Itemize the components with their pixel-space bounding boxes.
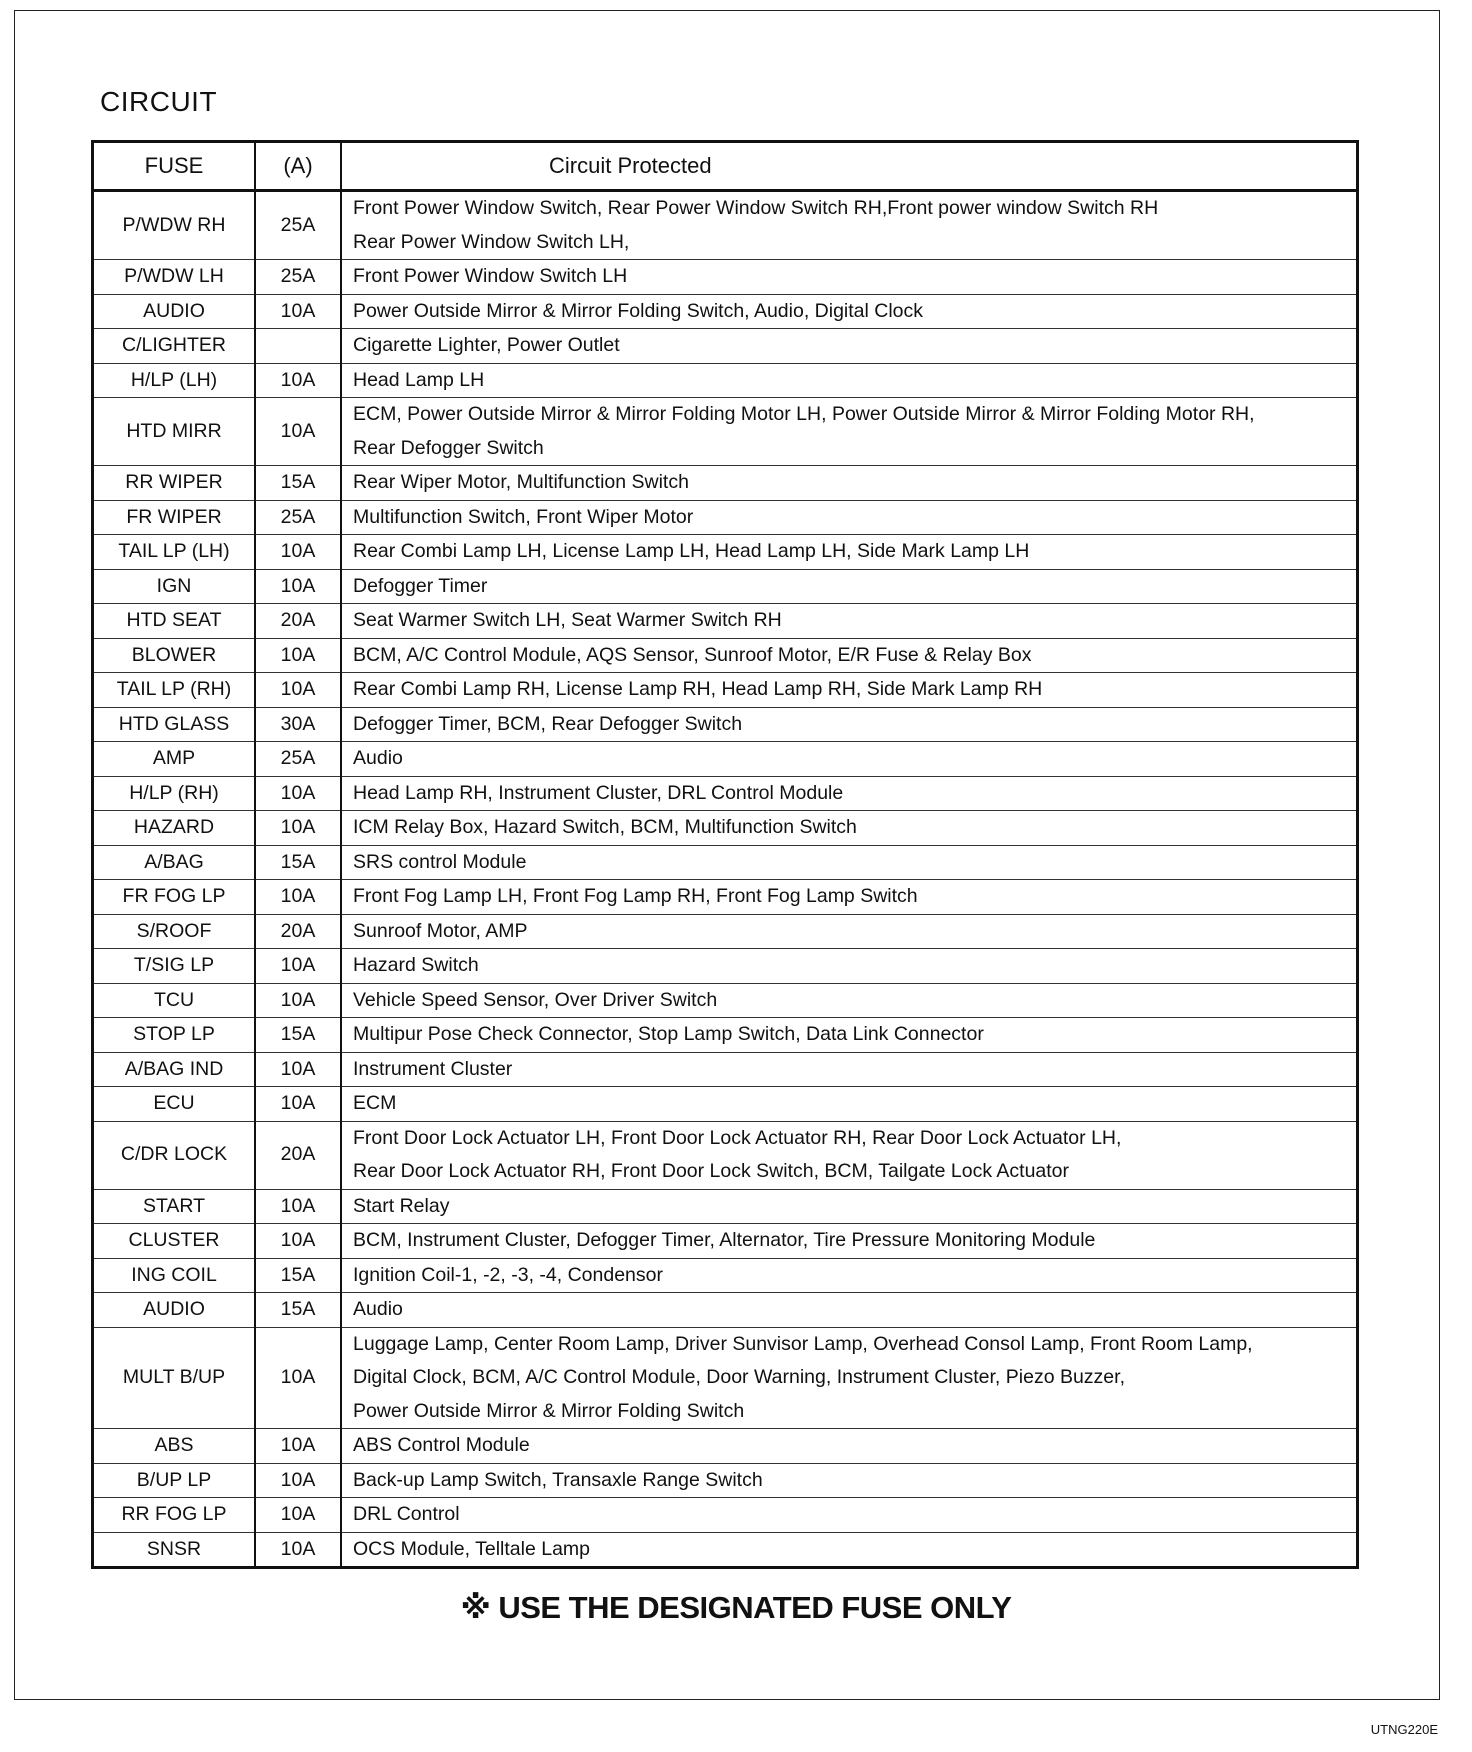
fuse-amperage: 10A — [255, 1327, 341, 1429]
circuit-protected-cell — [341, 1498, 1356, 1533]
table-row — [94, 1293, 1356, 1328]
header-fuse: FUSE — [94, 143, 255, 191]
table-row — [94, 1018, 1356, 1053]
circuit-line: OCS Module, Telltale Lamp — [353, 1537, 591, 1560]
circuit-protected-cell — [341, 1429, 1356, 1464]
fuse-name: A/BAG — [94, 845, 255, 880]
fuse-amperage: 10A — [255, 1498, 341, 1533]
circuit-protected-cell — [341, 1293, 1356, 1328]
fuse-name: ECU — [94, 1087, 255, 1122]
fuse-name: SNSR — [94, 1532, 255, 1566]
circuit-protected-cell — [341, 535, 1356, 570]
table-row — [94, 1121, 1356, 1189]
circuit-line: Front Power Window Switch, Rear Power Window Switch RH,Front power window Switch RH — [353, 197, 1159, 219]
fuse-name: HAZARD — [94, 811, 255, 846]
circuit-protected-cell — [341, 1463, 1356, 1498]
table-row — [94, 329, 1356, 364]
circuit-protected-cell — [341, 1532, 1356, 1566]
circuit-protected-cell — [341, 191, 1356, 260]
circuit-protected-cell — [341, 914, 1356, 949]
circuit-line: Multifunction Switch, Front Wiper Motor — [353, 505, 694, 528]
header-amperage: (A) — [255, 143, 341, 191]
fuse-amperage: 10A — [255, 1087, 341, 1122]
fuse-name: FR FOG LP — [94, 880, 255, 915]
table-row — [94, 604, 1356, 639]
circuit-line: Front Door Lock Actuator LH, Front Door Lock Actuator RH, Rear Door Lock Actuator LH, — [353, 1126, 1122, 1149]
circuit-line: ABS Control Module — [353, 1434, 530, 1456]
circuit-line: Audio — [353, 747, 403, 769]
circuit-protected-cell — [341, 776, 1356, 811]
fuse-name: IGN — [94, 569, 255, 604]
fuse-name: C/LIGHTER — [94, 329, 255, 364]
circuit-line: Rear Door Lock Actuator RH, Front Door Lock Switch, BCM, Tailgate Lock Actuator — [353, 1160, 1070, 1182]
table-row — [94, 1189, 1356, 1224]
circuit-protected-cell — [341, 1327, 1356, 1429]
document-code: UTNG220E — [1370, 1722, 1438, 1737]
fuse-amperage: 25A — [255, 742, 341, 777]
table-row — [94, 1429, 1356, 1464]
fuse-amperage: 10A — [255, 1532, 341, 1566]
circuit-line: ICM Relay Box, Hazard Switch, BCM, Multifunction Switch — [353, 816, 857, 838]
fuse-amperage: 15A — [255, 1293, 341, 1328]
fuse-amperage: 10A — [255, 535, 341, 570]
circuit-protected-cell — [341, 1052, 1356, 1087]
circuit-line: Rear Power Window Switch LH, — [353, 230, 630, 253]
fuse-name: STOP LP — [94, 1018, 255, 1053]
fuse-name: P/WDW LH — [94, 260, 255, 295]
fuse-name: HTD SEAT — [94, 604, 255, 639]
fuse-table-container — [91, 140, 1359, 1569]
circuit-protected-cell — [341, 363, 1356, 398]
fuse-name: MULT B/UP — [94, 1327, 255, 1429]
table-row — [94, 535, 1356, 570]
fuse-name: B/UP LP — [94, 1463, 255, 1498]
circuit-line: SRS control Module — [353, 850, 527, 873]
circuit-protected-cell — [341, 880, 1356, 915]
fuse-amperage: 10A — [255, 1189, 341, 1224]
circuit-line: Sunroof Motor, AMP — [353, 919, 528, 942]
fuse-amperage: 10A — [255, 811, 341, 846]
fuse-name: CLUSTER — [94, 1224, 255, 1259]
fuse-name: AUDIO — [94, 294, 255, 329]
circuit-line: Back-up Lamp Switch, Transaxle Range Switch — [353, 1468, 763, 1491]
circuit-line: Rear Wiper Motor, Multifunction Switch — [353, 471, 689, 493]
fuse-name: HTD GLASS — [94, 707, 255, 742]
circuit-protected-cell — [341, 604, 1356, 639]
table-row — [94, 260, 1356, 295]
fuse-name: TAIL LP (LH) — [94, 535, 255, 570]
circuit-line: Power Outside Mirror & Mirror Folding Switch — [353, 1399, 745, 1422]
circuit-protected-cell — [341, 294, 1356, 329]
fuse-name: RR FOG LP — [94, 1498, 255, 1533]
fuse-name: AUDIO — [94, 1293, 255, 1328]
circuit-protected-cell — [341, 638, 1356, 673]
circuit-protected-cell — [341, 329, 1356, 364]
circuit-line: BCM, Instrument Cluster, Defogger Timer, Alternator, Tire Pressure Monitoring Module — [353, 1229, 1096, 1251]
fuse-amperage: 20A — [255, 1121, 341, 1189]
fuse-name: H/LP (LH) — [94, 363, 255, 398]
table-row — [94, 398, 1356, 466]
fuse-amperage: 25A — [255, 191, 341, 260]
circuit-line: Cigarette Lighter, Power Outlet — [353, 334, 620, 356]
fuse-name: S/ROOF — [94, 914, 255, 949]
circuit-line: Rear Combi Lamp RH, License Lamp RH, Head Lamp RH, Side Mark Lamp RH — [353, 678, 1043, 700]
fuse-name: FR WIPER — [94, 500, 255, 535]
fuse-amperage: 15A — [255, 1258, 341, 1293]
circuit-protected-cell — [341, 569, 1356, 604]
fuse-amperage: 10A — [255, 294, 341, 329]
fuse-name: START — [94, 1189, 255, 1224]
circuit-protected-cell — [341, 398, 1356, 466]
circuit-protected-cell — [341, 1189, 1356, 1224]
circuit-line: Luggage Lamp, Center Room Lamp, Driver Sunvisor Lamp, Overhead Consol Lamp, Front Room Lamp, — [353, 1332, 1253, 1355]
fuse-name: A/BAG IND — [94, 1052, 255, 1087]
table-row — [94, 776, 1356, 811]
fuse-name: P/WDW RH — [94, 191, 255, 260]
circuit-line: Defogger Timer, BCM, Rear Defogger Switch — [353, 712, 743, 735]
fuse-name: C/DR LOCK — [94, 1121, 255, 1189]
fuse-amperage: 15A — [255, 1018, 341, 1053]
circuit-line: BCM, A/C Control Module, AQS Sensor, Sunroof Motor, E/R Fuse & Relay Box — [353, 643, 1032, 666]
fuse-amperage: 10A — [255, 949, 341, 984]
table-row — [94, 294, 1356, 329]
circuit-protected-cell — [341, 1018, 1356, 1053]
table-row — [94, 1052, 1356, 1087]
table-row — [94, 880, 1356, 915]
circuit-protected-cell — [341, 1087, 1356, 1122]
table-row — [94, 1224, 1356, 1259]
page-title: CIRCUIT — [100, 86, 218, 117]
fuse-amperage: 10A — [255, 673, 341, 708]
circuit-line: Front Fog Lamp LH, Front Fog Lamp RH, Front Fog Lamp Switch — [353, 885, 918, 907]
circuit-line: Instrument Cluster — [353, 1057, 513, 1080]
table-row — [94, 673, 1356, 708]
circuit-line: Hazard Switch — [353, 954, 479, 976]
circuit-protected-cell — [341, 260, 1356, 295]
circuit-line: Seat Warmer Switch LH, Seat Warmer Switch RH — [353, 609, 782, 631]
fuse-name: T/SIG LP — [94, 949, 255, 984]
fuse-amperage: 20A — [255, 604, 341, 639]
fuse-table — [94, 143, 1356, 1566]
fuse-amperage: 15A — [255, 845, 341, 880]
fuse-name: ABS — [94, 1429, 255, 1464]
table-row — [94, 1532, 1356, 1566]
fuse-amperage: 10A — [255, 1429, 341, 1464]
table-row — [94, 1463, 1356, 1498]
circuit-line: Multipur Pose Check Connector, Stop Lamp Switch, Data Link Connector — [353, 1023, 984, 1045]
circuit-protected-cell — [341, 983, 1356, 1018]
circuit-line: Head Lamp LH — [353, 368, 485, 391]
circuit-protected-cell — [341, 1258, 1356, 1293]
fuse-amperage: 25A — [255, 500, 341, 535]
fuse-amperage: 30A — [255, 707, 341, 742]
circuit-line: Head Lamp RH, Instrument Cluster, DRL Control Module — [353, 781, 844, 804]
circuit-line: Digital Clock, BCM, A/C Control Module, Door Warning, Instrument Cluster, Piezo Buzzer, — [353, 1366, 1125, 1388]
header-row — [94, 143, 1356, 191]
circuit-line: Audio — [353, 1298, 403, 1320]
table-row — [94, 1327, 1356, 1429]
circuit-line: ECM, Power Outside Mirror & Mirror Folding Motor LH, Power Outside Mirror & Mirror Folding Motor RH, — [353, 403, 1255, 425]
circuit-line: Ignition Coil-1, -2, -3, -4, Condensor — [353, 1263, 663, 1286]
table-row — [94, 949, 1356, 984]
fuse-amperage — [255, 329, 341, 364]
circuit-protected-cell — [341, 1224, 1356, 1259]
circuit-line: Defogger Timer — [353, 574, 488, 597]
circuit-protected-cell — [341, 707, 1356, 742]
circuit-protected-cell — [341, 845, 1356, 880]
circuit-line: Power Outside Mirror & Mirror Folding Switch, Audio, Digital Clock — [353, 299, 924, 322]
fuse-name: ING COIL — [94, 1258, 255, 1293]
fuse-name: TAIL LP (RH) — [94, 673, 255, 708]
fuse-table-body — [94, 191, 1356, 1567]
circuit-line: Rear Combi Lamp LH, License Lamp LH, Head Lamp LH, Side Mark Lamp LH — [353, 540, 1030, 562]
table-row — [94, 742, 1356, 777]
circuit-protected-cell — [341, 949, 1356, 984]
table-row — [94, 1498, 1356, 1533]
circuit-line: Vehicle Speed Sensor, Over Driver Switch — [353, 988, 718, 1011]
table-row — [94, 500, 1356, 535]
circuit-protected-cell — [341, 466, 1356, 501]
fuse-amperage: 10A — [255, 398, 341, 466]
table-row — [94, 914, 1356, 949]
circuit-line: Front Power Window Switch LH — [353, 265, 628, 287]
table-row — [94, 845, 1356, 880]
circuit-protected-cell — [341, 673, 1356, 708]
circuit-line: DRL Control — [353, 1503, 460, 1525]
fuse-amperage: 10A — [255, 1224, 341, 1259]
circuit-line: Rear Defogger Switch — [353, 436, 544, 459]
fuse-amperage: 20A — [255, 914, 341, 949]
table-row — [94, 191, 1356, 260]
circuit-protected-cell — [341, 811, 1356, 846]
table-row — [94, 811, 1356, 846]
designated-fuse-note: ※ USE THE DESIGNATED FUSE ONLY — [460, 1590, 1012, 1625]
fuse-name: HTD MIRR — [94, 398, 255, 466]
fuse-amperage: 10A — [255, 569, 341, 604]
circuit-line: Start Relay — [353, 1194, 450, 1217]
table-row — [94, 638, 1356, 673]
fuse-amperage: 10A — [255, 363, 341, 398]
fuse-name: H/LP (RH) — [94, 776, 255, 811]
header-circuit-protected: Circuit Protected — [341, 143, 1356, 191]
table-row — [94, 1258, 1356, 1293]
table-row — [94, 1087, 1356, 1122]
circuit-protected-cell — [341, 1121, 1356, 1189]
table-row — [94, 983, 1356, 1018]
fuse-amperage: 10A — [255, 776, 341, 811]
fuse-amperage: 10A — [255, 983, 341, 1018]
circuit-line: ECM — [353, 1092, 397, 1114]
circuit-protected-cell — [341, 500, 1356, 535]
table-row — [94, 569, 1356, 604]
fuse-amperage: 15A — [255, 466, 341, 501]
circuit-protected-cell — [341, 742, 1356, 777]
fuse-amperage: 25A — [255, 260, 341, 295]
fuse-amperage: 10A — [255, 1463, 341, 1498]
fuse-name: RR WIPER — [94, 466, 255, 501]
fuse-amperage: 10A — [255, 1052, 341, 1087]
fuse-name: TCU — [94, 983, 255, 1018]
fuse-amperage: 10A — [255, 638, 341, 673]
table-row — [94, 363, 1356, 398]
table-row — [94, 466, 1356, 501]
fuse-amperage: 10A — [255, 880, 341, 915]
table-row — [94, 707, 1356, 742]
fuse-name: BLOWER — [94, 638, 255, 673]
fuse-name: AMP — [94, 742, 255, 777]
